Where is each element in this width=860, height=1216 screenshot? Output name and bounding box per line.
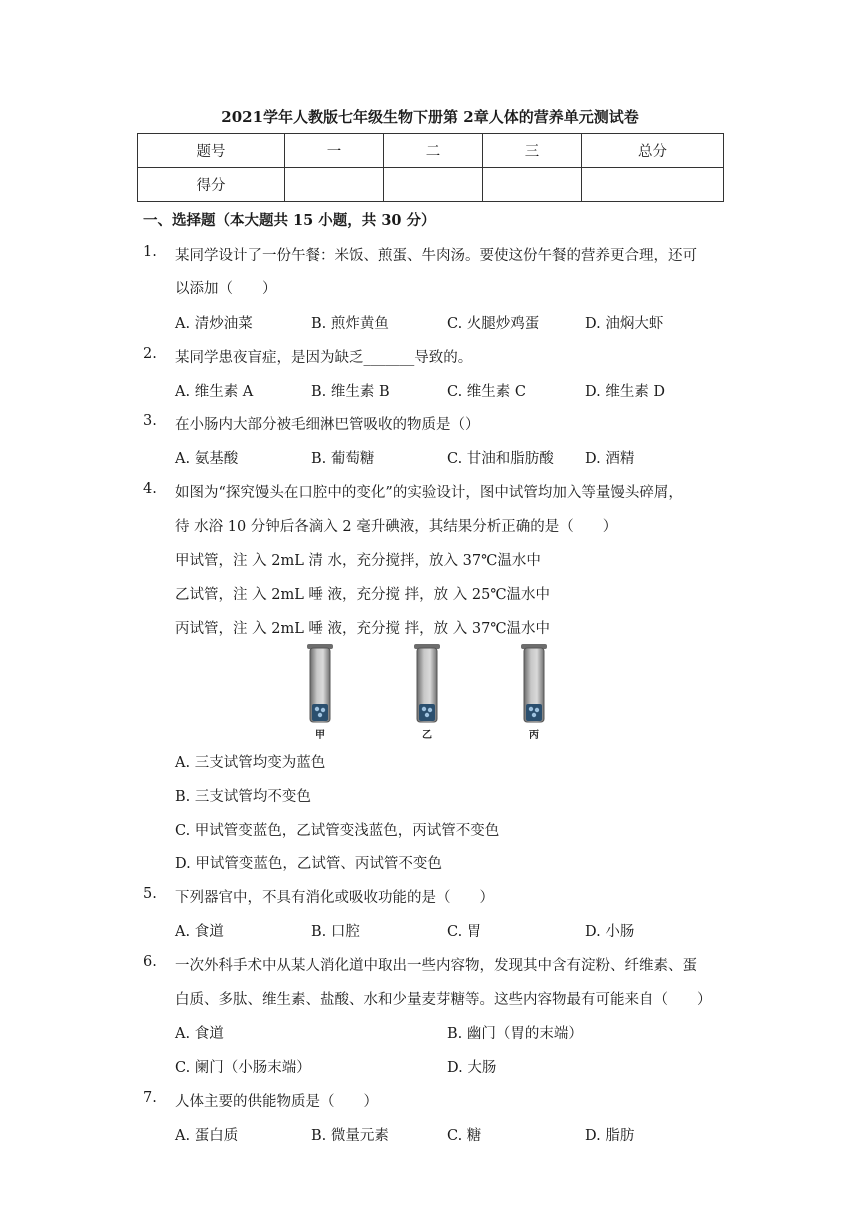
option-c: C. 甘油和脂肪酸 — [447, 451, 554, 467]
score-header-cell: 三 — [483, 134, 582, 168]
question-number: 4. — [143, 481, 157, 497]
tube-label: 乙 — [422, 730, 432, 741]
option-c: C. 火腿炒鸡蛋 — [447, 316, 540, 332]
question-stem-line: 以添加（ ） — [175, 281, 277, 297]
score-table-header-row — [138, 134, 724, 168]
question-stem-line: 下列器官中，不具有消化或吸收功能的是（ ） — [175, 890, 494, 906]
question-number: 6. — [143, 954, 157, 970]
score-cell — [582, 168, 724, 202]
option-a: A. 蛋白质 — [175, 1128, 239, 1144]
question-stem-line: 白质、多肽、维生素、盐酸、水和少量麦芽糖等。这些内容物最有可能来自（ ） — [175, 992, 712, 1008]
option-d: D. 脂肪 — [585, 1128, 635, 1144]
option-a: A. 氨基酸 — [175, 451, 239, 467]
option-a: A. 食道 — [175, 924, 224, 940]
question-number: 1. — [143, 244, 157, 260]
tube-label: 甲 — [315, 730, 325, 741]
option-d: D. 小肠 — [585, 924, 635, 940]
test-tube-bing — [521, 644, 547, 722]
option-c: C. 甲试管变蓝色，乙试管变浅蓝色，丙试管不变色 — [175, 823, 500, 839]
option-b: B. 幽门（胃的末端） — [447, 1026, 583, 1042]
score-cell — [384, 168, 483, 202]
page-title: 2021学年人教版七年级生物下册第 2章人体的营养单元测试卷 — [221, 108, 639, 126]
question-stem-line: 丙试管，注 入 2mL 唾 液，充分搅 拌，放 入 37℃温水中 — [175, 621, 551, 637]
option-a: A. 清炒油菜 — [175, 316, 253, 332]
option-b: B. 三支试管均不变色 — [175, 789, 311, 805]
score-cell — [483, 168, 582, 202]
test-tube-jia — [307, 644, 333, 722]
section-heading: 一、选择题（本大题共 15 小题，共 30 分） — [143, 212, 436, 229]
question-number: 2. — [143, 346, 157, 362]
option-d: D. 油焖大虾 — [585, 316, 664, 332]
option-d: D. 甲试管变蓝色，乙试管、丙试管不变色 — [175, 856, 442, 872]
option-c: C. 维生素 C — [447, 384, 526, 400]
option-d: D. 酒精 — [585, 451, 635, 467]
question-stem-line: 如图为“探究馒头在口腔中的变化”的实验设计，图中试管均加入等量馒头碎屑， — [175, 485, 683, 501]
option-b: B. 葡萄糖 — [311, 451, 375, 467]
score-row-label: 得分 — [138, 168, 285, 202]
score-header-cell: 题号 — [138, 134, 285, 168]
question-stem-line: 待 水浴 10 分钟后各滴入 2 毫升碘液，其结果分析正确的是（ ） — [175, 519, 618, 535]
score-header-cell: 总分 — [582, 134, 724, 168]
option-a: A. 食道 — [175, 1026, 224, 1042]
option-b: B. 口腔 — [311, 924, 360, 940]
question-number: 7. — [143, 1090, 157, 1106]
option-b: B. 微量元素 — [311, 1128, 389, 1144]
question-stem-line: 一次外科手术中从某人消化道中取出一些内容物，发现其中含有淀粉、纤维素、蛋 — [175, 958, 697, 974]
question-stem-line: 乙试管，注 入 2mL 唾 液，充分搅 拌，放 入 25℃温水中 — [175, 587, 551, 603]
score-table — [137, 133, 724, 202]
question-stem-line: 某同学患夜盲症，是因为缺乏_______导致的。 — [175, 350, 473, 366]
question-number: 3. — [143, 413, 157, 429]
option-c: C. 糖 — [447, 1128, 482, 1144]
tube-label: 丙 — [529, 730, 539, 741]
question-stem-line: 某同学设计了一份午餐：米饭、煎蛋、牛肉汤。要使这份午餐的营养更合理，还可 — [175, 248, 697, 264]
option-d: D. 大肠 — [447, 1060, 497, 1076]
option-a: A. 维生素 A — [175, 384, 254, 400]
option-a: A. 三支试管均变为蓝色 — [175, 755, 326, 771]
option-c: C. 胃 — [447, 924, 482, 940]
score-header-cell: 一 — [285, 134, 384, 168]
question-stem-line: 甲试管，注 入 2mL 清 水，充分搅拌，放入 37℃温水中 — [175, 553, 541, 569]
option-b: B. 维生素 B — [311, 384, 390, 400]
test-tubes-figure — [300, 644, 560, 742]
test-tube-yi — [414, 644, 440, 722]
option-c: C. 阑门（小肠末端） — [175, 1060, 311, 1076]
score-header-cell: 二 — [384, 134, 483, 168]
option-b: B. 煎炸黄鱼 — [311, 316, 389, 332]
question-stem-line: 在小肠内大部分被毛细淋巴管吸收的物质是（） — [175, 417, 480, 433]
option-d: D. 维生素 D — [585, 384, 666, 400]
question-number: 5. — [143, 886, 157, 902]
question-stem-line: 人体主要的供能物质是（ ） — [175, 1094, 378, 1110]
score-cell — [285, 168, 384, 202]
score-table-score-row — [138, 168, 724, 202]
